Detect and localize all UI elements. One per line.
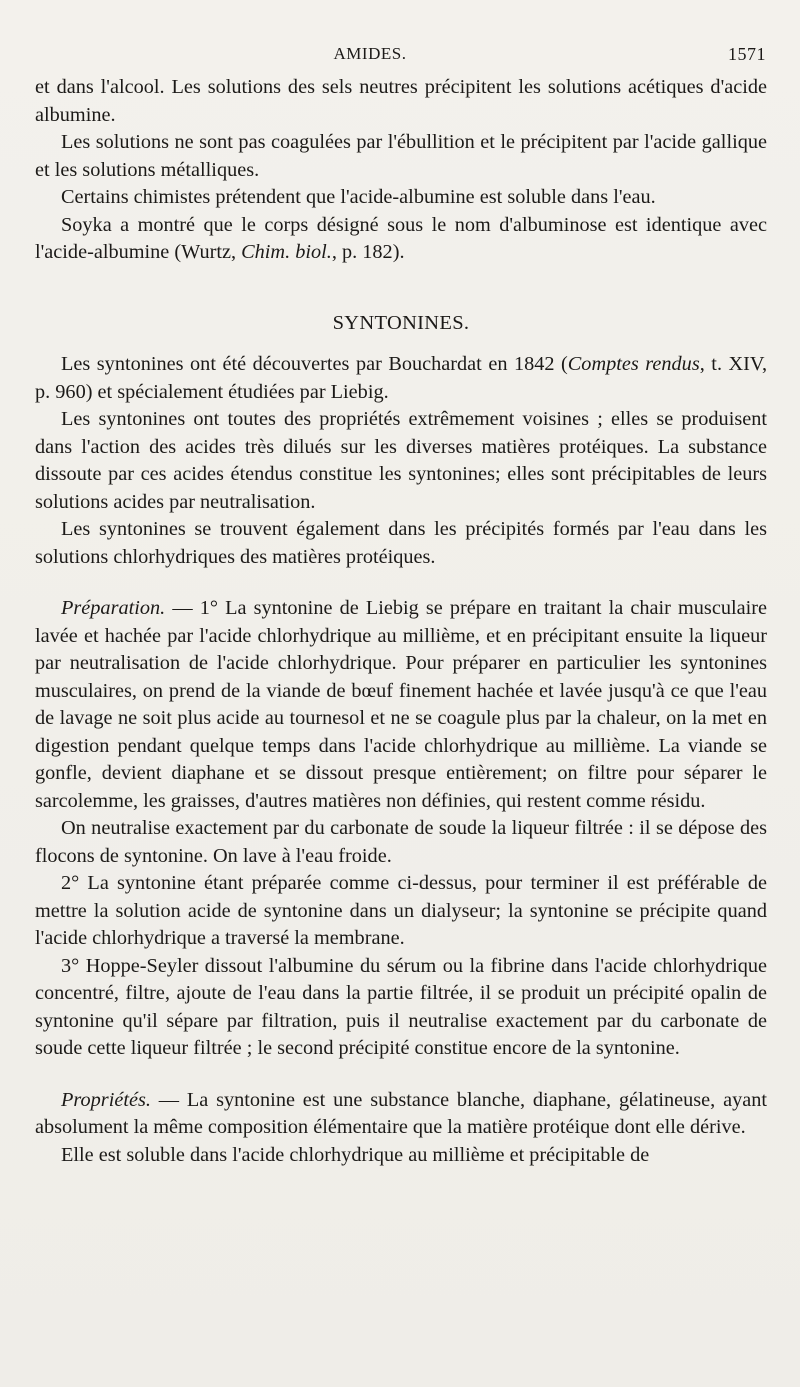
spacer	[35, 571, 767, 595]
running-title: AMIDES.	[333, 44, 407, 63]
text-run: Soyka a montré que le corps désigné sous le nom d'albuminose est identique avec l'acide-albumine (Wurtz,	[35, 213, 767, 263]
text-run: , p. 182).	[331, 241, 405, 263]
paragraph: Certains chimistes prétendent que l'acide-albumine est soluble dans l'eau.	[61, 186, 656, 208]
paragraph: 2° La syntonine étant préparée comme ci-dessus, pour terminer il est préférable de mettre la solution acide de syntonine dans un dialyseur; la syntonine se précipite quand l'acide chlorhydrique a traversé la membrane.	[35, 872, 767, 949]
text-run: Les syntonines ont été découvertes par Bouchardat en 1842 (	[61, 353, 568, 375]
paragraph-continuation: et dans l'alcool. Les solutions des sels neutres précipitent les solutions acétiques d'acide albumine.	[35, 76, 767, 126]
text-run: , t. XIV, p. 960) et spécialement étudiées par Liebig.	[35, 353, 768, 403]
paragraph: Elle est soluble dans l'acide chlorhydrique au millième et précipitable de	[61, 1143, 650, 1166]
paragraph: Les syntonines ont toutes des propriétés extrêmement voisines ; elles se produisent dans l'action des acides très dilués sur les diverses matières protéiques. La substance dissoute par ces acides étendus constitue les syntonines; elles sont précipitables de leurs solutions acides par neutralisation.	[35, 408, 767, 513]
paragraph: Les syntonines se trouvent également dans les précipités formés par l'eau dans les solutions chlorhydriques des matières protéiques.	[35, 518, 767, 568]
section-title: SYNTONINES.	[332, 311, 470, 334]
paragraph	[35, 212, 767, 267]
page-number: 1571	[728, 44, 766, 64]
page-header	[0, 44, 800, 70]
citation-title: Chim. biol.	[241, 241, 332, 263]
paragraph: Les solutions ne sont pas coagulées par l'ébullition et le précipitent par l'acide gallique et les solutions métalliques.	[35, 131, 767, 181]
text-run: — La syntonine est une substance blanche, diaphane, gélatineuse, ayant absolument la même composition élémentaire que la matière protéique dont elle dérive.	[35, 1088, 767, 1138]
paragraph	[35, 595, 767, 815]
citation-title: Comptes rendus	[567, 353, 700, 375]
paragraph: On neutralise exactement par du carbonate de soude la liqueur filtrée : il se dépose des flocons de syntonine. On lave à l'eau froide.	[35, 817, 767, 867]
page-body	[35, 74, 767, 1169]
spacer	[35, 1063, 767, 1087]
paragraph	[35, 1087, 767, 1142]
subsection-label: Préparation.	[61, 597, 166, 619]
paragraph: 3° Hoppe-Seyler dissout l'albumine du sérum ou la fibrine dans l'acide chlorhydrique concentré, filtre, ajoute de l'eau dans la partie filtrée, il se produit un précipité opalin de syntonine qu'il sépare par filtration, puis il neutralise exactement par du carbonate de soude cette liqueur filtrée ; le second précipité constitue encore de la syntonine.	[35, 954, 767, 1059]
subsection-label: Propriétés.	[61, 1088, 151, 1111]
paragraph	[35, 351, 767, 406]
text-run: — 1° La syntonine de Liebig se prépare en traitant la chair musculaire lavée et hachée par l'acide chlorhydrique au millième, et en précipitant ensuite la liqueur par neutralisation de l'acide chlorhydrique. Pour préparer en particulier les syntonines musculaires, on prend de la viande de bœuf finement hachée et lavée jusqu'à ce que l'eau de lavage ne soit plus acide au tournesol et ne se coagule plus par la chaleur, on la met en digestion pendant quelque temps dans l'acide chlorhydrique au millième. La viande se gonfle, devient diaphane et se dissout presque entièrement; on filtre pour séparer le sarcolemme, les graisses, d'autres matières non définies, qui restent comme résidu.	[35, 597, 767, 812]
